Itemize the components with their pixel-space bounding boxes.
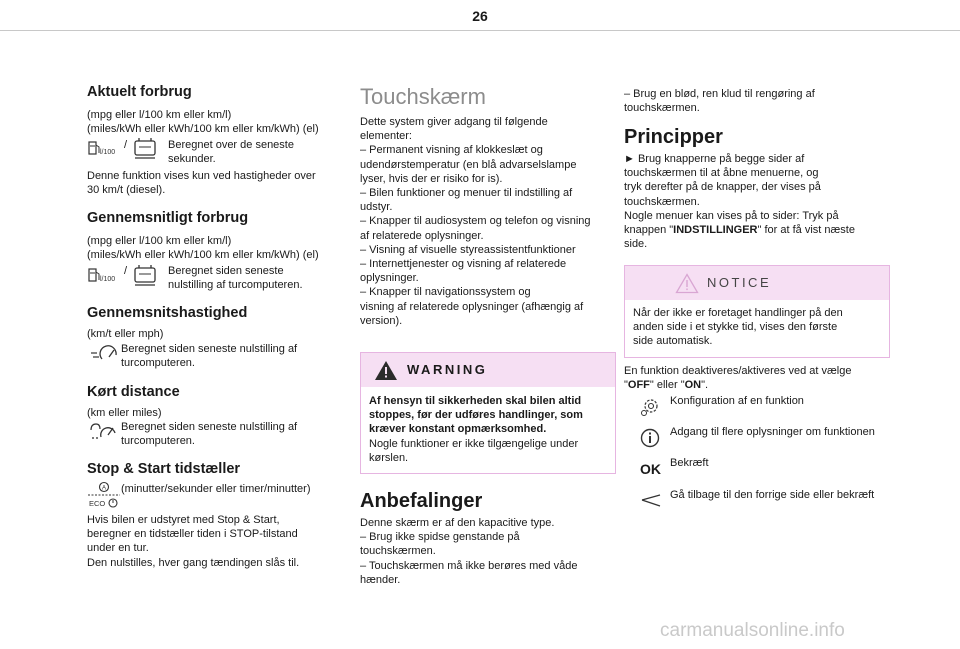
average-consumption-units: (mpg eller l/100 km eller km/l) (miles/kWh eller kWh/100 km eller km/kWh) (el) xyxy=(87,235,319,262)
recommendations-title: Anbefalinger xyxy=(360,490,483,512)
warning-triangle-icon xyxy=(374,360,398,381)
touchscreen-title: Touchskærm xyxy=(360,84,486,109)
slash-separator-2: / xyxy=(124,265,128,277)
settings-gear-icon xyxy=(640,397,660,417)
notice-text: Når der ikke er foretaget handlinger på den anden side i et stykke tid, vises den første side automatisk. xyxy=(633,307,843,348)
warning-bold-text: Af hensyn til sikkerheden skal bilen altid stoppes, før der udføres handlinger, som kræver konstant opmærksomhed. xyxy=(369,395,583,436)
principles-text: ► Brug knapperne på begge sider af touchskærmen til at åbne menuerne, og tryk derefter på de knapper, der vises på touchskærmen. Nogle menuer kan vises på to sider: Tryk på knappen "INDSTILLINGER" for at få vist næste side. xyxy=(624,153,855,251)
icon-label-eco: ECO xyxy=(89,499,106,508)
stop-start-eco-icon xyxy=(87,481,121,511)
slash-separator-1: / xyxy=(124,139,128,151)
watermark: carmanualsonline.info xyxy=(660,620,845,641)
warning-box xyxy=(360,352,616,474)
distance-units: (km eller miles) xyxy=(87,407,162,419)
average-consumption-description: Beregnet siden seneste nulstilling af turcomputeren. xyxy=(168,265,303,292)
notice-header xyxy=(625,266,889,300)
item-go-back: Gå tilbage til den forrige side eller bekræft xyxy=(670,489,875,501)
info-icon xyxy=(640,428,660,448)
notice-title: NOTICE xyxy=(707,275,772,290)
section-title-average-speed: Gennemsnitshastighed xyxy=(87,305,248,321)
section-title-current-consumption: Aktuelt forbrug xyxy=(87,84,192,100)
warning-title: WARNING xyxy=(407,362,488,377)
speedometer-icon xyxy=(90,345,118,363)
average-speed-description: Beregnet siden seneste nulstilling af turcomputeren. xyxy=(121,343,298,370)
current-consumption-units: (mpg eller l/100 km eller km/l) (miles/kWh eller kWh/100 km eller km/kWh) (el) xyxy=(87,109,319,136)
average-speed-units: (km/t eller mph) xyxy=(87,328,164,340)
stop-start-timer-units: (minutter/sekunder eller timer/minutter) xyxy=(121,483,311,495)
current-consumption-description: Beregnet over de seneste sekunder. xyxy=(168,139,294,166)
fuel-pump-l100-icon xyxy=(88,266,120,288)
cleaning-tip: – Brug en blød, ren klud til rengøring af touchskærmen. xyxy=(624,88,815,115)
svg-text:A: A xyxy=(102,485,107,492)
recommendations-text: Denne skærm er af den kapacitive type. – Brug ikke spidse genstande på touchskærmen. – Touchskærmen må ikke berøres med våde hænder. xyxy=(360,517,578,586)
header-divider xyxy=(0,30,960,31)
notice-triangle-icon xyxy=(675,273,699,294)
section-title-distance: Kørt distance xyxy=(87,384,180,400)
fuel-pump-l100-icon xyxy=(88,139,120,161)
item-confirm: Bekræft xyxy=(670,457,709,469)
icon-label-l100: l/100 xyxy=(100,276,116,283)
icon-label-l100: l/100 xyxy=(100,149,116,156)
touchscreen-text: Dette system giver adgang til følgende elementer: – Permanent visning af klokkeslæt og udendørstemperatur (en blå advarselslampe lyser, hvis der er risiko for is). – Bilen funktioner og menuer til indstilling af udstyr. – Knapper til audiosystem og telefon og visning af relaterede oplysninger. – Visning af visuelle styreassistentfunktioner – Internettjenester og visning af relaterede oplysninger. – Knapper til navigationssystem og visning af relaterede oplysninger (afhængig af version). xyxy=(360,116,591,327)
current-consumption-note: Denne funktion vises kun ved hastigheder over 30 km/t (diesel). xyxy=(87,170,316,197)
section-title-average-consumption: Gennemsnitligt forbrug xyxy=(87,210,249,226)
page-number: 26 xyxy=(472,8,488,24)
ok-label: OK xyxy=(640,461,661,477)
item-configure-function: Konfiguration af en funktion xyxy=(670,395,804,407)
section-title-stop-start-timer: Stop & Start tidstæller xyxy=(87,461,241,477)
stop-start-timer-text: Hvis bilen er udstyret med Stop & Start, beregner en tidstæller tiden i STOP-tilstand under en tur. Den nulstilles, hver gang tændingen slås til. xyxy=(87,514,300,569)
principles-title: Principper xyxy=(624,126,723,148)
warning-text: Nogle funktioner er ikke tilgængelige under kørslen. xyxy=(369,438,579,465)
distance-travelled-icon xyxy=(90,422,118,442)
battery-consumption-icon xyxy=(133,264,159,288)
battery-consumption-icon xyxy=(133,137,159,161)
item-more-info: Adgang til flere oplysninger om funktionen xyxy=(670,426,875,438)
back-arrow-icon xyxy=(640,492,662,508)
toggle-instruction: En funktion deaktiveres/aktiveres ved at vælge "OFF" eller "ON". xyxy=(624,365,852,392)
notice-box xyxy=(624,265,890,358)
distance-description: Beregnet siden seneste nulstilling af turcomputeren. xyxy=(121,421,298,448)
warning-header xyxy=(361,353,615,387)
